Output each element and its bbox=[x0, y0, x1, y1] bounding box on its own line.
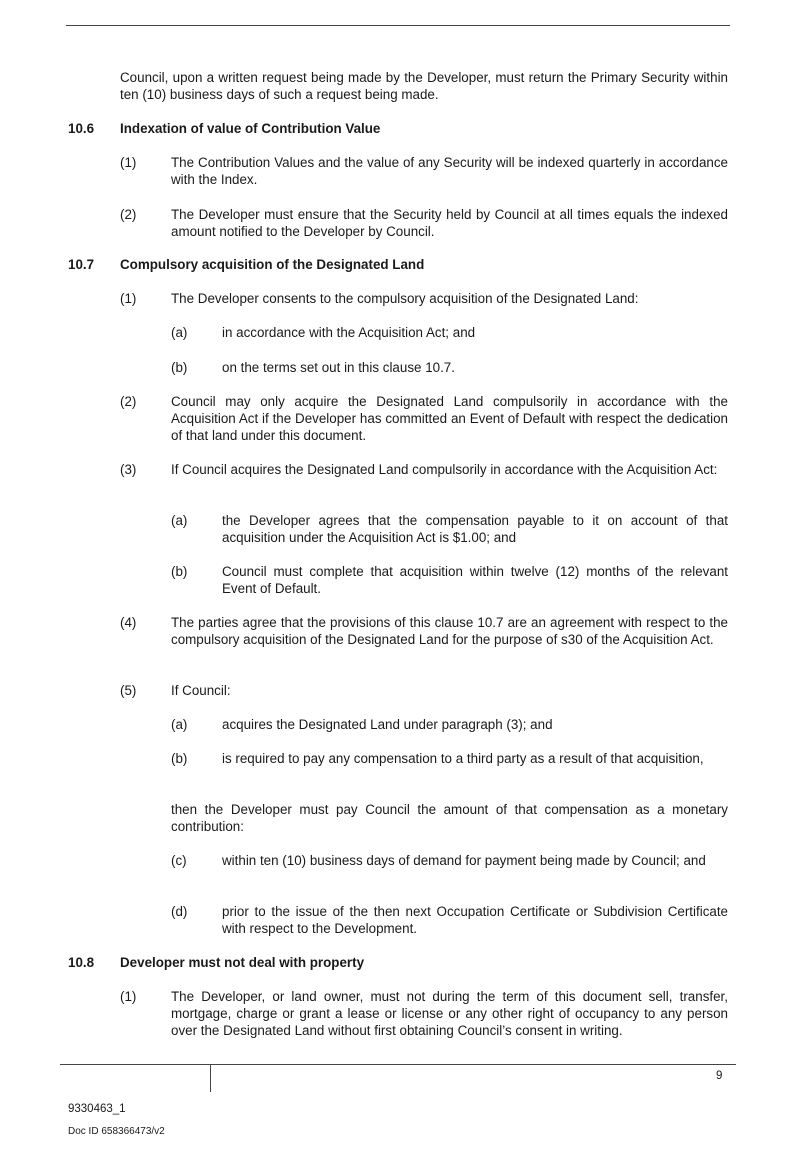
section-heading: Developer must not deal with property bbox=[120, 955, 365, 970]
footer-divider bbox=[210, 1064, 211, 1092]
subparagraph-text: acquires the Designated Land under paragraph (3); and bbox=[222, 717, 553, 732]
subparagraph-text: Council must complete that acquisition within twelve (12) months of the relevant Event of Default. bbox=[222, 564, 728, 596]
paragraph-text: The parties agree that the provisions of this clause 10.7 are an agreement with respect to the compulsory acquisition of the Designated Land for the purpose of s30 of the Acquisition Act. bbox=[171, 615, 728, 647]
paragraph-number: (2) bbox=[120, 394, 137, 409]
document-id: Doc ID 658366473/v2 bbox=[68, 1126, 165, 1137]
paragraph-number: (4) bbox=[120, 615, 137, 630]
subparagraph-text: within ten (10) business days of demand for payment being made by Council; and bbox=[222, 853, 706, 868]
subparagraph-text: is required to pay any compensation to a third party as a result of that acquisition, bbox=[222, 751, 704, 766]
header-rule bbox=[66, 25, 730, 26]
subparagraph-letter: (b) bbox=[171, 751, 188, 766]
page-number: 9 bbox=[716, 1070, 723, 1082]
paragraph-text: The Contribution Values and the value of any Security will be indexed quarterly in accordance with the Index. bbox=[171, 155, 728, 187]
subparagraph-letter: (a) bbox=[171, 513, 188, 528]
subparagraph-letter: (a) bbox=[171, 717, 188, 732]
subparagraph-text: on the terms set out in this clause 10.7. bbox=[222, 360, 455, 375]
subparagraph-letter: (d) bbox=[171, 904, 188, 919]
subparagraph-letter: (b) bbox=[171, 564, 188, 579]
footer-rule bbox=[60, 1064, 736, 1065]
paragraph-number: (1) bbox=[120, 155, 137, 170]
paragraph-text: If Council acquires the Designated Land compulsorily in accordance with the Acquisition Act: bbox=[171, 462, 718, 477]
section-number: 10.8 bbox=[68, 955, 95, 970]
intro-paragraph: Council, upon a written request being made by the Developer, must return the Primary Security within ten (10) business days of such a request being made. bbox=[120, 70, 728, 102]
section-number: 10.6 bbox=[68, 121, 95, 136]
paragraph-text: Council may only acquire the Designated Land compulsorily in accordance with the Acquisition Act if the Developer has committed an Event of Default with respect the dedication of that land under this document. bbox=[171, 394, 728, 443]
subparagraph-text: prior to the issue of the then next Occupation Certificate or Subdivision Certificate with respect to the Development. bbox=[222, 904, 728, 936]
subparagraph-letter: (a) bbox=[171, 325, 188, 340]
subparagraph-letter: (b) bbox=[171, 360, 188, 375]
subparagraph-text: the Developer agrees that the compensation payable to it on account of that acquisition under the Acquisition Act is $1.00; and bbox=[222, 513, 728, 545]
paragraph-number: (5) bbox=[120, 683, 137, 698]
paragraph-number: (3) bbox=[120, 462, 137, 477]
section-heading: Indexation of value of Contribution Value bbox=[120, 121, 381, 136]
paragraph-number: (1) bbox=[120, 989, 137, 1004]
paragraph-text: The Developer must ensure that the Security held by Council at all times equals the indexed amount notified to the Developer by Council. bbox=[171, 207, 728, 239]
document-reference: 9330463_1 bbox=[68, 1103, 126, 1115]
continuation-text: then the Developer must pay Council the amount of that compensation as a monetary contribution: bbox=[171, 802, 728, 834]
paragraph-text: The Developer consents to the compulsory acquisition of the Designated Land: bbox=[171, 291, 639, 306]
paragraph-number: (2) bbox=[120, 207, 137, 222]
section-heading: Compulsory acquisition of the Designated Land bbox=[120, 257, 425, 272]
subparagraph-letter: (c) bbox=[171, 853, 187, 868]
paragraph-text: If Council: bbox=[171, 683, 231, 698]
subparagraph-text: in accordance with the Acquisition Act; and bbox=[222, 325, 476, 340]
paragraph-text: The Developer, or land owner, must not during the term of this document sell, transfer, mortgage, charge or grant a lease or license or any other right of occupancy to any person over the Designated Land without first obtaining Council’s consent in writing. bbox=[171, 989, 728, 1038]
paragraph-number: (1) bbox=[120, 291, 137, 306]
section-number: 10.7 bbox=[68, 257, 95, 272]
